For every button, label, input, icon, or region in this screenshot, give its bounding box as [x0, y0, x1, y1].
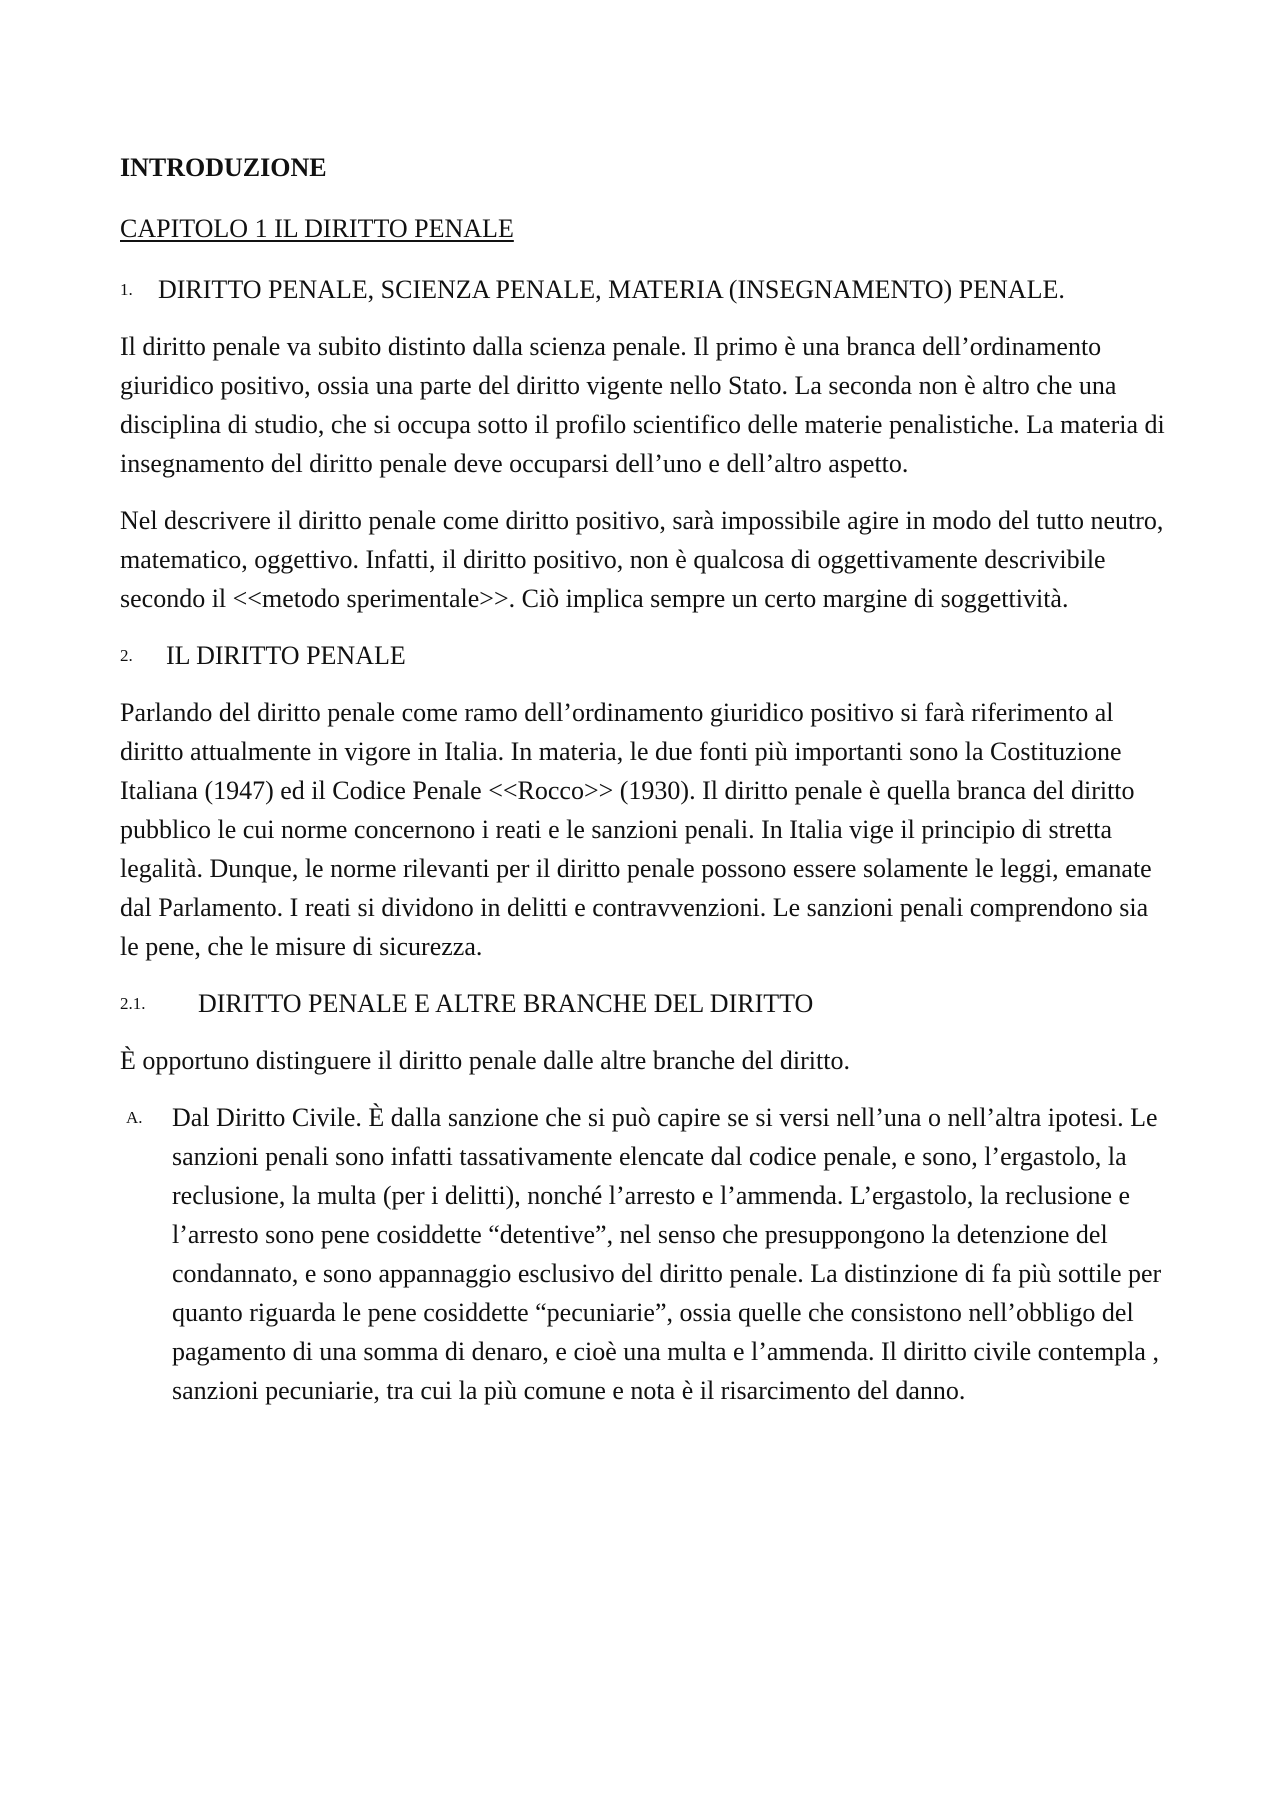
- section-heading-text: IL DIRITTO PENALE: [166, 641, 406, 670]
- section-number: 1.: [120, 280, 133, 299]
- section-heading-text: DIRITTO PENALE, SCIENZA PENALE, MATERIA (INSEGNAMENTO) PENALE.: [158, 275, 1065, 304]
- paragraph: Parlando del diritto penale come ramo dell’ordinamento giuridico positivo si farà riferimento al diritto attualmente in vigore in Italia. In materia, le due fonti più importanti sono la Costituzione Italiana (1947) ed il Codice Penale <<Rocco>> (1930). Il diritto penale è quella branca del diritto pubblico le cui norme concernono i reati e le sanzioni penali. In Italia vige il principio di stretta legalità. Dunque, le norme rilevanti per il diritto penale possono essere solamente le leggi, emanate dal Parlamento. I reati si dividono in delitti e contravvenzioni. Le sanzioni penali comprendono sia le pene, che le misure di sicurezza.: [120, 698, 1152, 961]
- section-heading-1: [120, 270, 1170, 309]
- list-item: [120, 1098, 1170, 1410]
- section-heading-text: DIRITTO PENALE E ALTRE BRANCHE DEL DIRITTO: [198, 989, 814, 1018]
- paragraph: Il diritto penale va subito distinto dalla scienza penale. Il primo è una branca dell’ordinamento giuridico positivo, ossia una parte del diritto vigente nello Stato. La seconda non è altro che una disciplina di studio, che si occupa sotto il profilo scientifico delle materie penalistiche. La materia di insegnamento del diritto penale deve occuparsi dell’uno e dell’altro aspetto.: [120, 332, 1165, 478]
- document-title: INTRODUZIONE: [120, 153, 327, 182]
- paragraph: Nel descrivere il diritto penale come diritto positivo, sarà impossibile agire in modo del tutto neutro, matematico, oggettivo. Infatti, il diritto positivo, non è qualcosa di oggettivamente descrivibile secondo il <<metodo sperimentale>>. Ciò implica sempre un certo margine di soggettività.: [120, 506, 1164, 613]
- paragraph: È opportuno distinguere il diritto penale dalle altre branche del diritto.: [120, 1046, 850, 1075]
- section-heading-2-1: [120, 984, 1170, 1023]
- list-marker: A.: [126, 1108, 143, 1127]
- chapter-heading: CAPITOLO 1 IL DIRITTO PENALE: [120, 214, 514, 243]
- list-item-text: Dal Diritto Civile. È dalla sanzione che si può capire se si versi nell’una o nell’altra ipotesi. Le sanzioni penali sono infatti tassativamente elencate dal codice penale, e sono, l’ergastolo, la reclusione, la multa (per i delitti), nonché l’arresto e l’ammenda. L’ergastolo, la reclusione e l’arresto sono pene cosiddette “detentive”, nel senso che presuppongono la detenzione del condannato, e sono appannaggio esclusivo del diritto penale. La distinzione di fa più sottile per quanto riguarda le pene cosiddette “pecuniarie”, ossia quelle che consistono nell’obbligo del pagamento di una somma di denaro, e cioè una multa e l’ammenda. Il diritto civile contempla , sanzioni pecuniarie, tra cui la più comune e nota è il risarcimento del danno.: [172, 1103, 1162, 1405]
- document-page: [120, 148, 1170, 1428]
- section-heading-2: [120, 636, 1170, 675]
- section-number: 2.: [120, 646, 133, 665]
- section-number: 2.1.: [120, 994, 146, 1013]
